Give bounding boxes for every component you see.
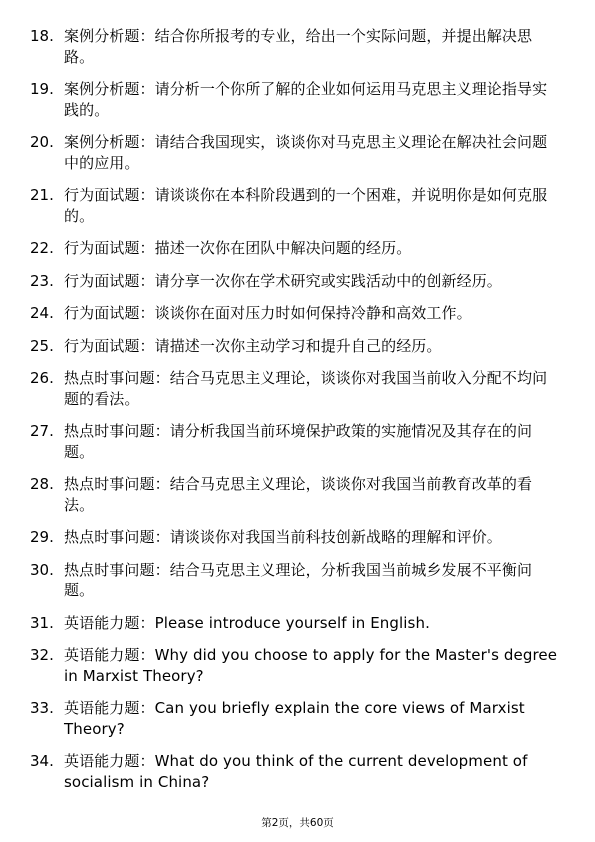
question-item-34 xyxy=(30,751,560,792)
question-item-26 xyxy=(30,368,560,409)
question-item-33 xyxy=(30,698,560,739)
question-item-32 xyxy=(30,645,560,686)
question-item-18 xyxy=(30,26,560,67)
question-item-27 xyxy=(30,421,560,462)
question-number: 28. xyxy=(30,475,54,493)
question-text: 热点时事问题：请谈谈你对我国当前科技创新战略的理解和评价。 xyxy=(64,528,502,546)
question-number: 34. xyxy=(30,752,54,770)
question-number: 23. xyxy=(30,271,54,290)
question-number: 21. xyxy=(30,186,54,204)
question-text: 热点时事问题：请分析我国当前环境保护政策的实施情况及其存在的问题。 xyxy=(64,422,533,461)
question-item-30 xyxy=(30,560,560,601)
question-item-23 xyxy=(30,271,560,292)
question-number: 32. xyxy=(30,646,54,664)
question-number: 31. xyxy=(30,613,54,632)
question-number: 29. xyxy=(30,528,54,546)
question-text: 行为面试题：请谈谈你在本科阶段遇到的一个困难，并说明你是如何克服的。 xyxy=(64,186,548,225)
question-number: 18. xyxy=(30,27,54,45)
question-text: 行为面试题：谈谈你在面对压力时如何保持冷静和高效工作。 xyxy=(64,304,472,322)
question-number: 26. xyxy=(30,369,54,387)
question-item-24 xyxy=(30,303,560,324)
question-item-20 xyxy=(30,132,560,173)
question-text: 行为面试题：请分享一次你在学术研究或实践活动中的创新经历。 xyxy=(64,271,502,290)
question-text: 热点时事问题：结合马克思主义理论，谈谈你对我国当前收入分配不均问题的看法。 xyxy=(64,369,548,408)
question-text: 热点时事问题：结合马克思主义理论，分析我国当前城乡发展不平衡问题。 xyxy=(64,560,533,599)
question-text: 案例分析题：结合你所报考的专业，给出一个实际问题，并提出解决思路。 xyxy=(64,27,533,66)
page-footer: 第2页，共60页 xyxy=(261,817,334,829)
question-item-19 xyxy=(30,79,560,120)
question-item-29 xyxy=(30,527,560,548)
question-text: 案例分析题：请结合我国现实，谈谈你对马克思主义理论在解决社会问题中的应用。 xyxy=(64,133,548,172)
question-text: 行为面试题：请描述一次你主动学习和提升自己的经历。 xyxy=(64,336,442,355)
question-text: 英语能力题：Can you briefly explain the core views of Marxist Theory? xyxy=(64,699,525,738)
question-text: 英语能力题：Please introduce yourself in English. xyxy=(64,613,430,632)
question-number: 19. xyxy=(30,80,54,98)
question-number: 30. xyxy=(30,560,54,579)
question-text: 热点时事问题：结合马克思主义理论，谈谈你对我国当前教育改革的看法。 xyxy=(64,475,533,514)
question-item-28 xyxy=(30,474,560,515)
question-text: 案例分析题：请分析一个你所了解的企业如何运用马克思主义理论指导实践的。 xyxy=(64,80,548,119)
question-number: 33. xyxy=(30,699,54,717)
question-text: 英语能力题：Why did you choose to apply for the Master's degree in Marxist Theory? xyxy=(64,646,558,685)
question-item-22 xyxy=(30,238,560,259)
question-number: 20. xyxy=(30,133,54,151)
question-number: 27. xyxy=(30,422,54,440)
question-list xyxy=(30,26,560,804)
question-number: 22. xyxy=(30,239,54,257)
question-item-25 xyxy=(30,336,560,357)
question-item-31 xyxy=(30,613,560,634)
question-number: 24. xyxy=(30,304,54,322)
question-number: 25. xyxy=(30,336,54,355)
question-text: 英语能力题：What do you think of the current development of socialism in China? xyxy=(64,752,528,791)
question-item-21 xyxy=(30,185,560,226)
question-text: 行为面试题：描述一次你在团队中解决问题的经历。 xyxy=(64,239,412,257)
